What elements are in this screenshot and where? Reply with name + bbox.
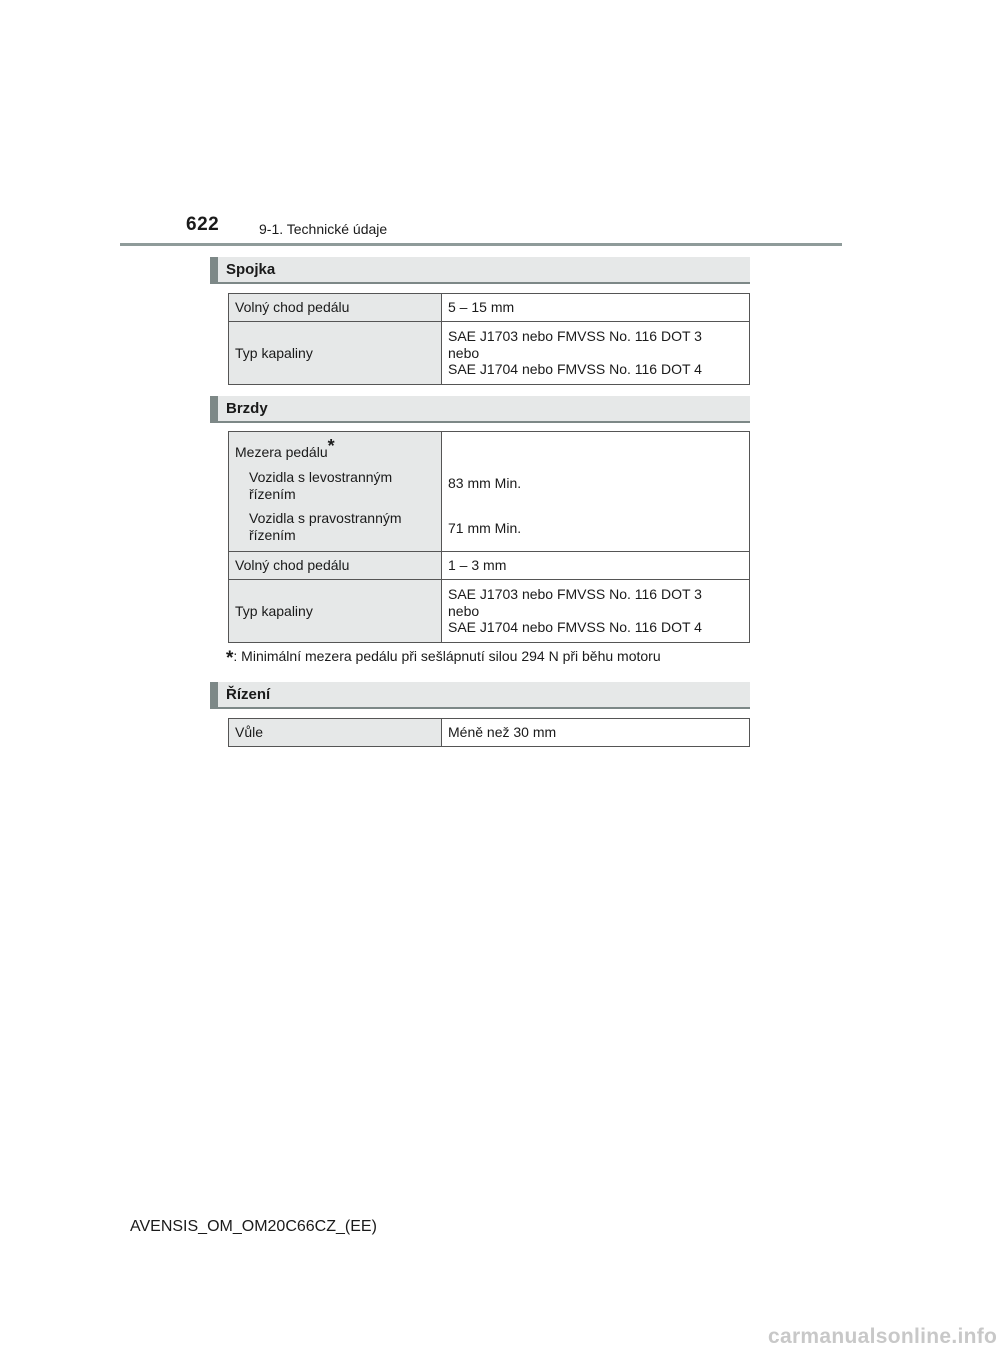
table-row <box>229 552 750 580</box>
table-row <box>229 294 750 322</box>
lhd-label <box>235 469 435 503</box>
mezera-label <box>235 436 435 461</box>
table-row <box>229 432 750 552</box>
label-line: řízením <box>249 527 296 544</box>
row-label: Vůle <box>229 719 442 747</box>
row-value: Méně než 30 mm <box>442 719 750 747</box>
heading-accent-bar <box>210 396 218 421</box>
section-heading-spojka <box>210 257 750 284</box>
row-value <box>442 580 750 643</box>
value-line: SAE J1704 nebo FMVSS No. 116 DOT 4 <box>448 361 702 378</box>
label-line: Vozidla s pravostranným <box>249 510 402 527</box>
running-header: 9-1. Technické údaje <box>259 221 388 237</box>
footnote-star: * <box>327 436 335 456</box>
value-line: nebo <box>448 344 480 361</box>
table-row <box>229 580 750 643</box>
section-title: Řízení <box>226 686 271 703</box>
value-line: nebo <box>448 602 480 619</box>
spojka-table <box>228 293 750 385</box>
document-code: AVENSIS_OM_OM20C66CZ_(EE) <box>130 1218 377 1235</box>
section-title: Brzdy <box>226 400 268 417</box>
row-value <box>442 432 750 552</box>
row-label: Typ kapaliny <box>229 322 442 385</box>
heading-accent-bar <box>210 257 218 282</box>
row-value: 5 – 15 mm <box>442 294 750 322</box>
rhd-label <box>235 510 435 544</box>
table-row <box>229 322 750 385</box>
row-label: Volný chod pedálu <box>229 552 442 580</box>
section-heading-brzdy <box>210 396 750 423</box>
table-row <box>229 719 750 747</box>
rhd-value: 71 mm Min. <box>448 520 522 536</box>
brzdy-table <box>228 431 750 643</box>
heading-accent-bar <box>210 682 218 707</box>
footnote <box>226 648 661 670</box>
value-line: SAE J1704 nebo FMVSS No. 116 DOT 4 <box>448 619 702 636</box>
lhd-value: 83 mm Min. <box>448 475 522 491</box>
label-text: Mezera pedálu <box>235 444 328 460</box>
value-line: SAE J1703 nebo FMVSS No. 116 DOT 3 <box>448 585 702 602</box>
row-label: Volný chod pedálu <box>229 294 442 322</box>
page-number: 622 <box>186 214 220 235</box>
row-label <box>229 432 442 552</box>
section-heading-rizeni <box>210 682 750 709</box>
footnote-star: * <box>226 648 234 669</box>
footnote-text: : Minimální mezera pedálu při sešlápnutí silou 294 N při běhu motoru <box>233 648 661 664</box>
label-line: Vozidla s levostranným <box>249 468 393 485</box>
value-line: SAE J1703 nebo FMVSS No. 116 DOT 3 <box>448 327 702 344</box>
row-label: Typ kapaliny <box>229 580 442 643</box>
section-title: Spojka <box>226 261 276 278</box>
rizeni-table <box>228 718 750 747</box>
header-divider <box>120 243 842 246</box>
row-value <box>442 322 750 385</box>
label-line: řízením <box>249 485 296 502</box>
watermark: carmanualsonline.info <box>768 1325 997 1348</box>
row-value: 1 – 3 mm <box>442 552 750 580</box>
